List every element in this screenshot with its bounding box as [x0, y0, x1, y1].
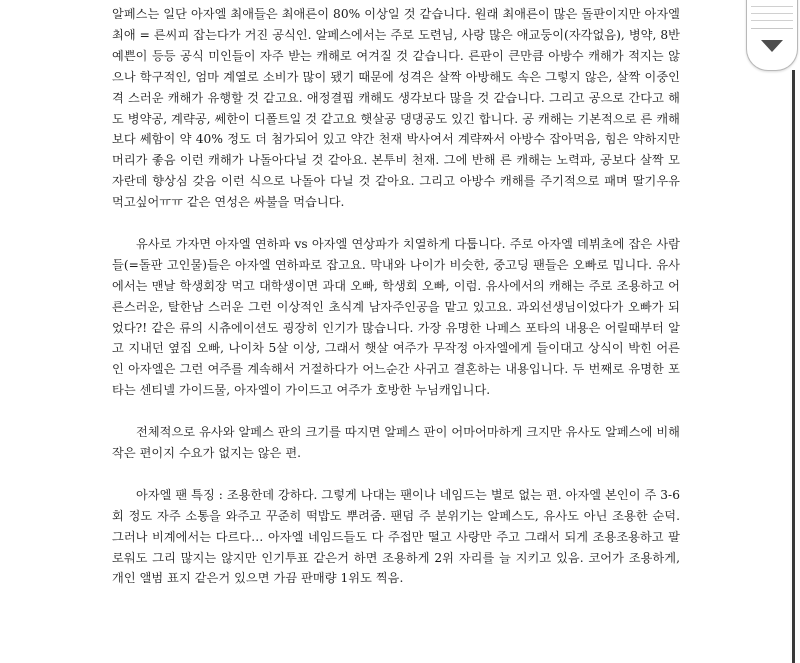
- widget-line: [751, 6, 793, 7]
- paragraph-fan-traits: 아자엘 팬 특징 : 조용한데 강하다. 그렇게 나대는 팬이나 네임드는 별로 없는 편. 아자엘 본인이 주 3-6회 정도 자주 소통을 와주고 꾸준히 떡밥도 뿌려줌. 팬덤 주 분위기는 알페스도, 유사도 아닌 조용한 순덕. 그러나 비계에서는 다르다… 아자엘 네임드들도 다 주접만 떨고 사랑만 주고 그래서 되게 조용조용하고 팔로워도 그리 많지는 않지만 인기투표 같은거 하면 조용하게 2위 자리를 늘 지키고 있음. 코어가 조용하게, 개인 앨범 표지 같은거 있으면 가끔 판매량 1위도 찍음.: [112, 487, 680, 586]
- paragraph-yusa: 유사로 가자면 아자엘 연하파 vs 아자엘 연상파가 치열하게 다툽니다. 주로 아자엘 데뷔초에 잡은 사람들(=돌판 고인물)들은 아자엘 연하파로 잡고요. 막내와 나이가 비슷한, 중고딩 팬들은 오빠로 밉니다. 유사에서는 맨날 학생회장 먹고 대학생이면 과대 오빠, 학생회 오빠, 이럼. 유사에서의 캐해는 주로 조용하고 어른스러운, 탈한남 스러운 그런 이상적인 초식계 남자주인공을 맡고 있고요. 과외선생님이었다가 오빠가 되었다?! 같은 류의 시츄에이션도 굉장히 인기가 많습니다. 가장 유명한 나페스 포타의 내용은 어릴때부터 알고 지내던 옆집 오빠, 나이차 5살 이상, 그래서 햇살 여주가 무작정 아자엘에게 들이대고 상식이 박힌 어른인 아자엘은 그런 여주를 계속해서 거절하다가 어느순간 사귀고 결혼하는 내용입니다. 두 번째로 유명한 포타는 센티넬 가이드물, 아자엘이 가이드고 여주가 호방한 누님캐입니다.: [112, 236, 680, 398]
- page-edge-rule: [792, 70, 795, 663]
- widget-line: [751, 20, 793, 21]
- widget-lines: [751, 0, 793, 29]
- paragraph-alpes: 알페스는 일단 아자엘 최애들은 최애른이 80% 이상일 것 같습니다. 원래 최애른이 많은 돌판이지만 아자엘 최애 = 른씨피 잡는다가 거진 공식인. 알페스에서는 주로 도련님, 사랑 많은 애교둥이(자각없음), 병약, 8반 예쁜이 등등 공식 미인들이 자주 받는 캐해로 여겨질 것 같습니다. 른판이 큰만큼 아방수 캐해가 적지는 않으나 학구적인, 엄마 계열로 소비가 많이 됐기 때문에 성격은 살짝 아방해도 속은 그렇지 않은, 살짝 이중인격 스러운 캐해가 유행할 것 같고요. 애정결핍 캐해도 생각보다 많을 것 같습니다. 그리고 공으로 간다고 해도 병약공, 계략공, 쎄한이 디폴트일 것 같고요 햇살공 댕댕공도 있긴 합니다. 공 캐해는 기본적으로 른 캐해보다 쎄함이 약 40% 정도 더 첨가되어 있고 약간 천재 박사여서 계략짜서 아방수 잡아먹음, 힘은 약하지만 머리가 좋음 이런 캐해가 나돌아다닐 것 같아요. 본투비 천재. 그에 반해 른 캐해는 노력파, 공보다 살짝 모자란데 향상심 갖음 이런 식으로 나돌아 다닐 것 같아요. 그리고 아방수 캐해를 주기적으로 패며 딸기우유 먹고싶어ㅠㅠ 같은 연성은 싸불을 먹습니다.: [112, 7, 680, 210]
- widget-line: [751, 13, 793, 14]
- scroll-down-widget[interactable]: [746, 0, 798, 71]
- chevron-down-icon[interactable]: [761, 40, 783, 52]
- document-body: [112, 4, 680, 589]
- paragraph-overall: 전체적으로 유사와 알페스 판의 크기를 따지면 알페스 판이 어마어마하게 크지만 유사도 알페스에 비해 작은 편이지 수요가 없지는 않은 편.: [112, 425, 680, 460]
